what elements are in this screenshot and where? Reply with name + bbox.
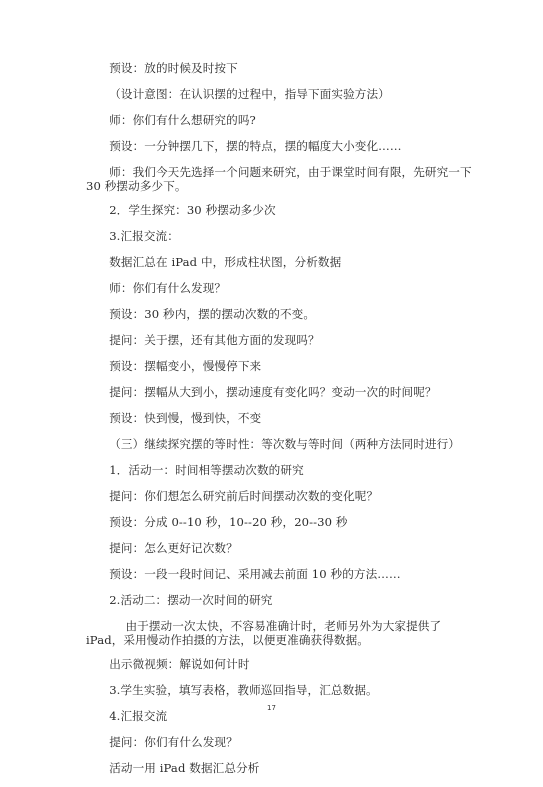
paragraph-17: 提问：你们想怎么研究前后时间摆动次数的变化呢？: [109, 489, 379, 503]
paragraph-3: 师：你们有什么想研究的吗?: [109, 113, 256, 127]
paragraph-11: 提问：关于摆，还有其他方面的发现吗？: [109, 333, 320, 347]
paragraph-15: （三）继续探究摆的等时性：等次数与等时间（两种方法同时进行）: [109, 437, 461, 451]
paragraph-5: 师：我们今天先选择一个问题来研究，由于课堂时间有限，先研究一下 30 秒摆动多少下。: [86, 165, 472, 193]
paragraph-6: 2．学生探究：30 秒摆动多少次: [109, 203, 276, 217]
paragraph-13: 提问：摆幅从大到小，摆动速度有变化吗？变动一次的时间呢？: [109, 385, 437, 399]
paragraph-20: 预设：一段一段时间记、采用减去前面 10 秒的方法……: [109, 567, 401, 581]
paragraph-25: 4.汇报交流: [109, 709, 168, 723]
paragraph-27: 活动一用 iPad 数据汇总分析: [109, 761, 260, 775]
paragraph-9: 师：你们有什么发现？: [109, 281, 227, 295]
paragraph-21: 2.活动二：摆动一次时间的研究: [109, 593, 273, 607]
paragraph-24: 3.学生实验，填写表格，教师巡回指导，汇总数据。: [109, 683, 378, 697]
paragraph-14: 预设：快到慢，慢到快，不变: [109, 411, 262, 425]
paragraph-22: 由于摆动一次太快，不容易准确计时，老师另外为大家提供了 iPad，采用慢动作拍摄的方法，以便更准确获得数据。: [86, 619, 442, 647]
paragraph-18: 预设：分成 0--10 秒，10--20 秒，20--30 秒: [109, 515, 348, 529]
paragraph-12: 预设：摆幅变小，慢慢停下来: [109, 359, 262, 373]
paragraph-10: 预设：30 秒内，摆的摆动次数的不变。: [109, 307, 316, 321]
paragraph-8: 数据汇总在 iPad 中，形成柱状图，分析数据: [109, 255, 342, 269]
paragraph-7: 3.汇报交流：: [109, 229, 179, 243]
page-number: 17: [267, 704, 276, 712]
paragraph-4: 预设：一分钟摆几下，摆的特点，摆的幅度大小变化……: [109, 139, 402, 153]
paragraph-16: 1．活动一：时间相等摆动次数的研究: [109, 463, 304, 477]
paragraph-2: （设计意图：在认识摆的过程中，指导下面实验方法）: [109, 87, 390, 101]
paragraph-1: 预设：放的时候及时按下: [109, 61, 238, 75]
document-body: [86, 61, 474, 787]
paragraph-19: 提问：怎么更好记次数？: [109, 541, 238, 555]
paragraph-26: 提问：你们有什么发现？: [109, 735, 238, 749]
paragraph-23: 出示微视频：解说如何计时: [109, 657, 250, 671]
